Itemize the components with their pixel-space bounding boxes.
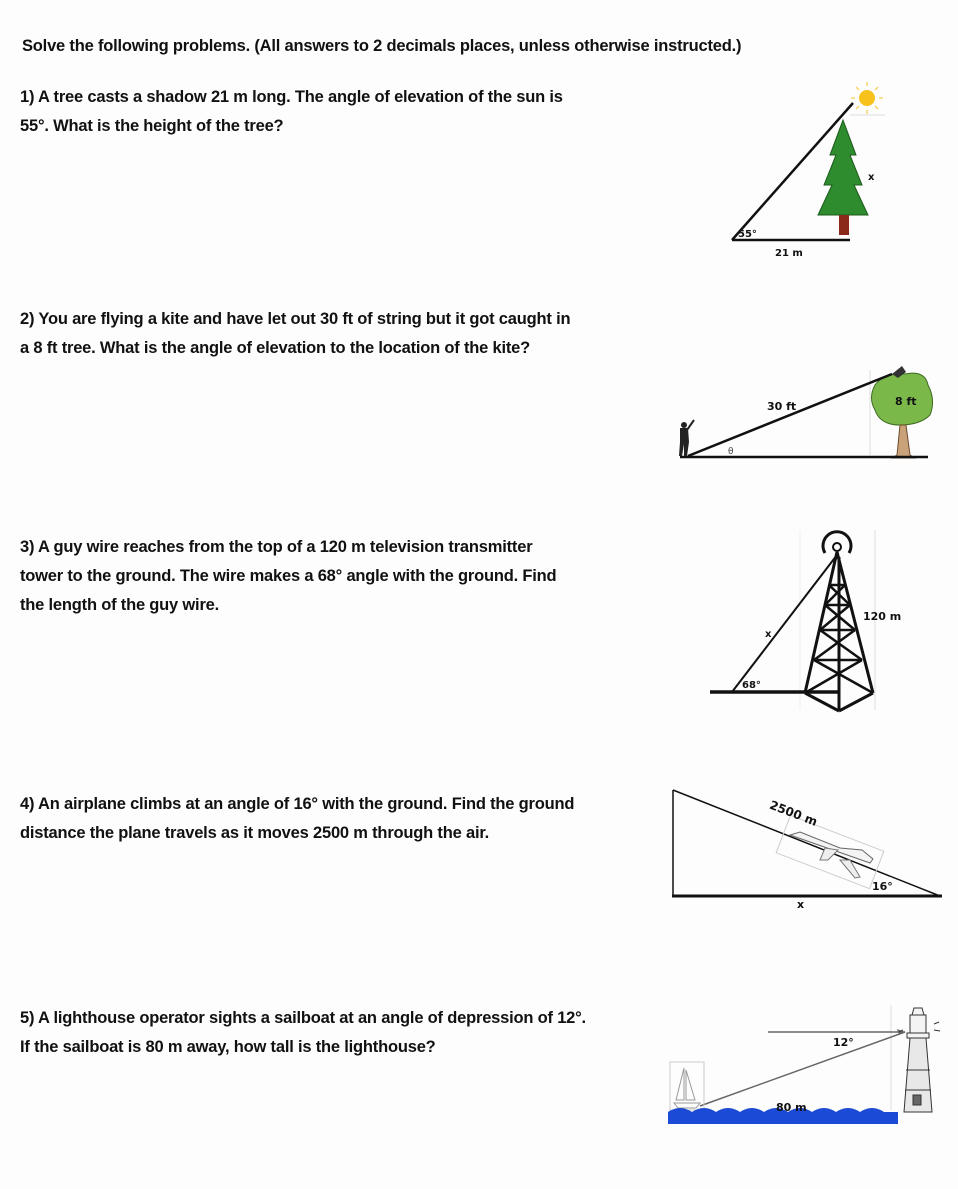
problem-3-diagram <box>700 525 920 720</box>
angle-68-label: 68° <box>742 680 761 691</box>
sailboat-icon <box>670 1062 704 1110</box>
worksheet-instructions: Solve the following problems. (All answers to 2 decimals places, unless otherwise instructed.) <box>22 37 742 55</box>
problem-4-line-1: 4) An airplane climbs at an angle of 16° with the ground. Find the ground <box>20 795 575 813</box>
problem-1-line-2: 55°. What is the height of the tree? <box>20 117 284 135</box>
tree-icon <box>872 373 933 458</box>
person-icon <box>679 420 694 456</box>
wire-x-label: x <box>765 629 772 640</box>
problem-3-text <box>20 533 556 620</box>
distance-80m-label: 80 m <box>776 1101 807 1114</box>
height-8ft-label: 8 ft <box>895 395 917 408</box>
problem-5-line-2: If the sailboat is 80 m away, how tall is the lighthouse? <box>20 1038 436 1056</box>
pine-tree-icon <box>818 120 868 235</box>
height-120m-label: 120 m <box>863 610 902 623</box>
problem-3-line-2: tower to the ground. The wire makes a 68° angle with the ground. Find <box>20 567 557 585</box>
problem-2-diagram <box>670 370 958 470</box>
problem-4-line-2: distance the plane travels as it moves 2500 m through the air. <box>20 824 490 842</box>
problem-2-text <box>20 305 570 363</box>
angle-55-label: 55° <box>738 229 757 240</box>
problem-5-text <box>20 1004 586 1062</box>
problem-5-diagram <box>660 1000 958 1140</box>
theta-angle-label: θ <box>728 447 734 457</box>
angle-16-label: 16° <box>872 880 893 893</box>
problem-3-line-3: the length of the guy wire. <box>20 596 220 614</box>
base-x-label: x <box>797 898 805 911</box>
problem-4-diagram <box>660 780 958 910</box>
distance-2500m-label: 2500 m <box>767 797 820 829</box>
string-30ft-label: 30 ft <box>767 400 797 413</box>
problem-5-line-1: 5) A lighthouse operator sights a sailboat at an angle of depression of 12°. <box>20 1009 586 1027</box>
problem-3-line-1: 3) A guy wire reaches from the top of a 120 m television transmitter <box>20 538 533 556</box>
problem-1-text <box>20 83 563 141</box>
base-21m-label: 21 m <box>775 248 803 259</box>
problem-2-line-1: 2) You are flying a kite and have let out 30 ft of string but it got caught in <box>20 310 571 328</box>
sun-icon <box>850 82 885 115</box>
lighthouse-icon <box>899 1008 940 1112</box>
problem-2-line-2: a 8 ft tree. What is the angle of elevation to the location of the kite? <box>20 339 530 357</box>
problem-1-line-1: 1) A tree casts a shadow 21 m long. The angle of elevation of the sun is <box>20 88 563 106</box>
unknown-x-label: x <box>868 172 875 183</box>
angle-12-label: 12° <box>833 1036 854 1049</box>
airplane-icon <box>776 815 884 888</box>
problem-1-diagram <box>720 75 900 265</box>
problem-4-text <box>20 790 574 848</box>
